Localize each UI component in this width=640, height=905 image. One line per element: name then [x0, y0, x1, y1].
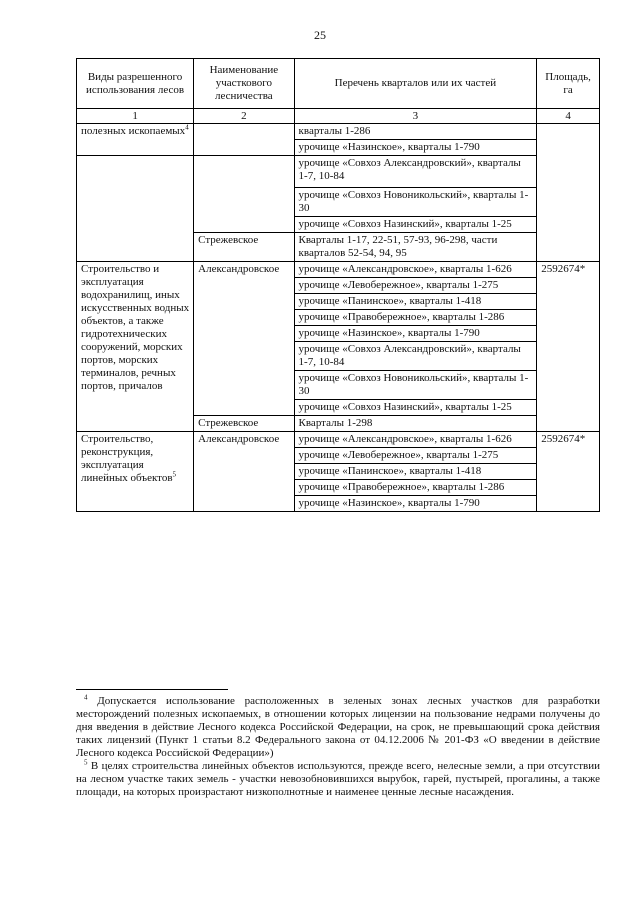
footnote-text: В целях строительства линейных объектов используются, прежде всего, нелесные земли, а при отсутствии на лесном участке таких земель - участки невозобновившихся вырубок, гарей, пустырей, прогалины, а также площади, на которых произрастают низкополнотные и наименее ценные лесные насаждения. [76, 760, 601, 798]
quarters-cell: урочище «Правобережное», кварталы 1-286 [294, 480, 537, 496]
header-use-type: Виды разрешенного использования лесов [77, 59, 194, 109]
district-cell: Стрежевское [194, 233, 294, 262]
forest-use-table [76, 58, 600, 512]
quarters-cell: урочище «Совхоз Александровский», кварталы 1-7, 10-84 [294, 156, 537, 188]
use-type-text: полезных ископаемых [81, 125, 186, 137]
use-type-cell: Строительство и эксплуатация водохранилищ, иных искусственных водных объектов, а также гидротехнических сооружений, морских портов, морских терминалов, речных портов, причалов [77, 262, 194, 432]
footnote-ref: 5 [172, 470, 177, 479]
quarters-cell: урочище «Панинское», кварталы 1-418 [294, 294, 537, 310]
quarters-cell: урочище «Левобережное», кварталы 1-275 [294, 448, 537, 464]
quarters-cell: урочище «Совхоз Новоникольский», кварталы 1-30 [294, 188, 537, 217]
quarters-cell: урочище «Александровское», кварталы 1-626 [294, 262, 537, 278]
quarters-cell: Кварталы 1-298 [294, 416, 537, 432]
quarters-cell: урочище «Совхоз Назинский», кварталы 1-25 [294, 400, 537, 416]
quarters-cell: урочище «Правобережное», кварталы 1-286 [294, 310, 537, 326]
area-cell: 2592674* [537, 262, 600, 432]
table-row [77, 432, 600, 448]
footnote-separator [76, 689, 228, 690]
footnote-text: Допускается использование расположенных в зеленых зонах лесных участков для разработки месторождений полезных ископаемых, в отношении которых лицензии на пользование недрами получены до дня введения в действие Лесного кодекса Российской Федерации, на срок, не превышающий срока действия таких лицензий (Пункт 1 статьи 8.2 Федерального закона от 04.12.2006 № 201-ФЗ «О введении в действие Лесного кодекса Российской Федерации») [76, 695, 600, 759]
district-cell-empty [194, 156, 294, 233]
header-area: Площадь, га [537, 59, 600, 109]
district-cell: Стрежевское [194, 416, 294, 432]
table-row [77, 156, 600, 188]
use-type-cell [77, 124, 194, 156]
quarters-cell: кварталы 1-286 [294, 124, 537, 140]
col-number: 2 [194, 109, 294, 124]
footnote-mark: 4 [84, 693, 88, 702]
quarters-cell: урочище «Назинское», кварталы 1-790 [294, 326, 537, 342]
quarters-cell: урочище «Левобережное», кварталы 1-275 [294, 278, 537, 294]
col-number: 3 [294, 109, 537, 124]
footnote-5 [76, 760, 600, 799]
table-row [77, 262, 600, 278]
table-row [77, 124, 600, 140]
quarters-cell: урочище «Совхоз Новоникольский», кварталы 1-30 [294, 371, 537, 400]
quarters-cell: урочище «Совхоз Назинский», кварталы 1-25 [294, 217, 537, 233]
header-district: Наименование участкового лесничества [194, 59, 294, 109]
footnote-ref: 4 [185, 123, 189, 132]
col-number: 1 [77, 109, 194, 124]
footnote-4 [76, 695, 600, 760]
col-number: 4 [537, 109, 600, 124]
district-cell: Александровское [194, 432, 294, 512]
area-cell: 2592674* [537, 432, 600, 512]
footnote-mark: 5 [84, 758, 88, 767]
column-number-row [77, 109, 600, 124]
quarters-cell: урочище «Назинское», кварталы 1-790 [294, 140, 537, 156]
district-cell: Александровское [194, 262, 294, 416]
use-type-text: Строительство, реконструкция, эксплуатация линейных объектов [81, 433, 173, 484]
footnotes [76, 695, 600, 799]
use-type-cell-empty [77, 156, 194, 262]
header-row [77, 59, 600, 109]
quarters-cell: урочище «Александровское», кварталы 1-626 [294, 432, 537, 448]
quarters-cell: урочище «Совхоз Александровский», кварталы 1-7, 10-84 [294, 342, 537, 371]
quarters-cell: Кварталы 1-17, 22-51, 57-93, 96-298, части кварталов 52-54, 94, 95 [294, 233, 537, 262]
header-quarters: Перечень кварталов или их частей [294, 59, 537, 109]
area-cell-empty [537, 156, 600, 262]
area-cell-empty [537, 124, 600, 156]
use-type-cell [77, 432, 194, 512]
district-cell-empty [194, 124, 294, 156]
quarters-cell: урочище «Панинское», кварталы 1-418 [294, 464, 537, 480]
quarters-cell: урочище «Назинское», кварталы 1-790 [294, 496, 537, 512]
page-number: 25 [314, 28, 326, 42]
